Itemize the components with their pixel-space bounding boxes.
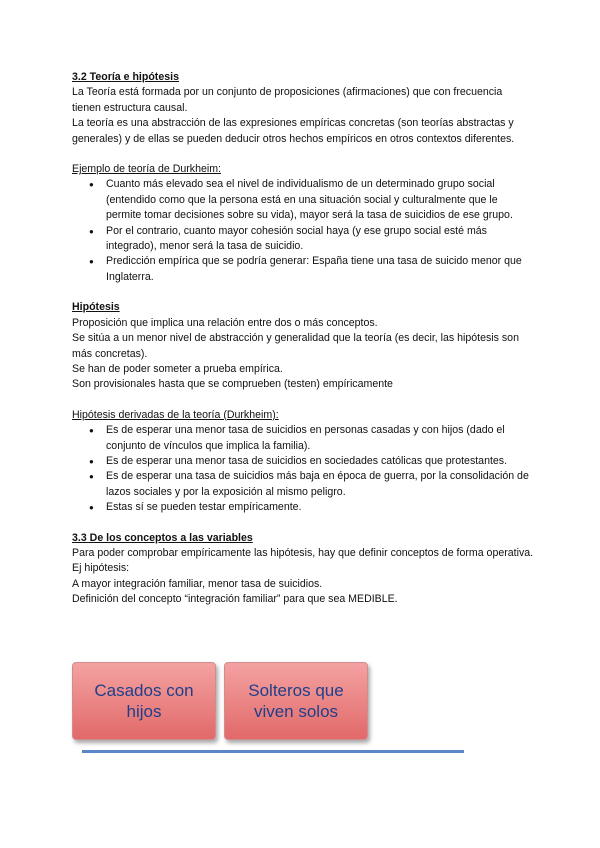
section-3-3-line: Para poder comprobar empíricamente las hipótesis, hay que definir conceptos de forma operativa. [72, 546, 534, 559]
list-item: ● Es de esperar una menor tasa de suicidios en personas casadas y con hijos (dado el conjunto de vínculos que implica la familia). [106, 423, 534, 454]
married-with-children-box: Casados con hijos [72, 662, 216, 740]
section-3-2-title: 3.2 Teoría e hipótesis [72, 71, 179, 83]
diagram [72, 660, 542, 760]
example-label: Ejemplo de teoría de Durkheim: [72, 163, 221, 176]
list-item: ● Estas sí se pueden testar empíricamente. [106, 500, 534, 515]
derived-label: Hipótesis derivadas de la teoría (Durkheim): [72, 408, 279, 421]
singles-living-alone-box: Solteros que viven solos [224, 662, 368, 740]
section-3-3-line: A mayor integración familiar, menor tasa de suicidios. [72, 577, 323, 590]
list-item: ● Es de esperar una menor tasa de suicidios en sociedades católicas que protestantes. [106, 454, 534, 469]
example-list [72, 177, 534, 285]
theory-paragraph-1: La Teoría está formada por un conjunto de proposiciones (afirmaciones) que con frecuencia tienen estructura causal. [72, 86, 503, 114]
section-3-3-title: 3.3 De los conceptos a las variables [72, 531, 253, 544]
derived-list [72, 423, 534, 515]
list-item: ● Es de esperar una tasa de suicidios más baja en época de guerra, por la consolidación de lazos sociales y por la exposición al mismo peligro. [106, 469, 534, 500]
diagram-baseline [82, 750, 464, 753]
hipotesis-line: Se sitúa a un menor nivel de abstracción y generalidad que la teoría (es decir, las hipótesis son más concretas). [72, 332, 519, 360]
hipotesis-line: Se han de poder someter a prueba empírica. [72, 362, 283, 375]
theory-paragraph-2: La teoría es una abstracción de las expresiones empíricas concretas (son teorías abstractas y generales) y de ellas se pueden deducir otros hechos empíricos en otros contextos diferentes. [72, 117, 515, 145]
list-item: ● Cuanto más elevado sea el nivel de individualismo de un determinado grupo social (entendido como que la persona está en una situación social y culturalmente que le permite tomar decisiones sobre su vida), mayor será la tasa de suicidios de ese grupo. [106, 177, 534, 223]
list-item: ● Predicción empírica que se podría generar: España tiene una tasa de suicido menor que Inglaterra. [106, 254, 534, 285]
hipotesis-line: Son provisionales hasta que se comprueben (testen) empíricamente [72, 378, 393, 391]
section-3-3-line: Ej hipótesis: [72, 562, 130, 575]
hipotesis-line: Proposición que implica una relación entre dos o más conceptos. [72, 316, 378, 329]
document-body [72, 70, 534, 608]
section-3-3-line: Definición del concepto “integración familiar” para que sea MEDIBLE. [72, 593, 398, 606]
list-item: ● Por el contrario, cuanto mayor cohesión social haya (y ese grupo social esté más integrado), menor será la tasa de suicidio. [106, 224, 534, 255]
hipotesis-title: Hipótesis [72, 301, 120, 314]
